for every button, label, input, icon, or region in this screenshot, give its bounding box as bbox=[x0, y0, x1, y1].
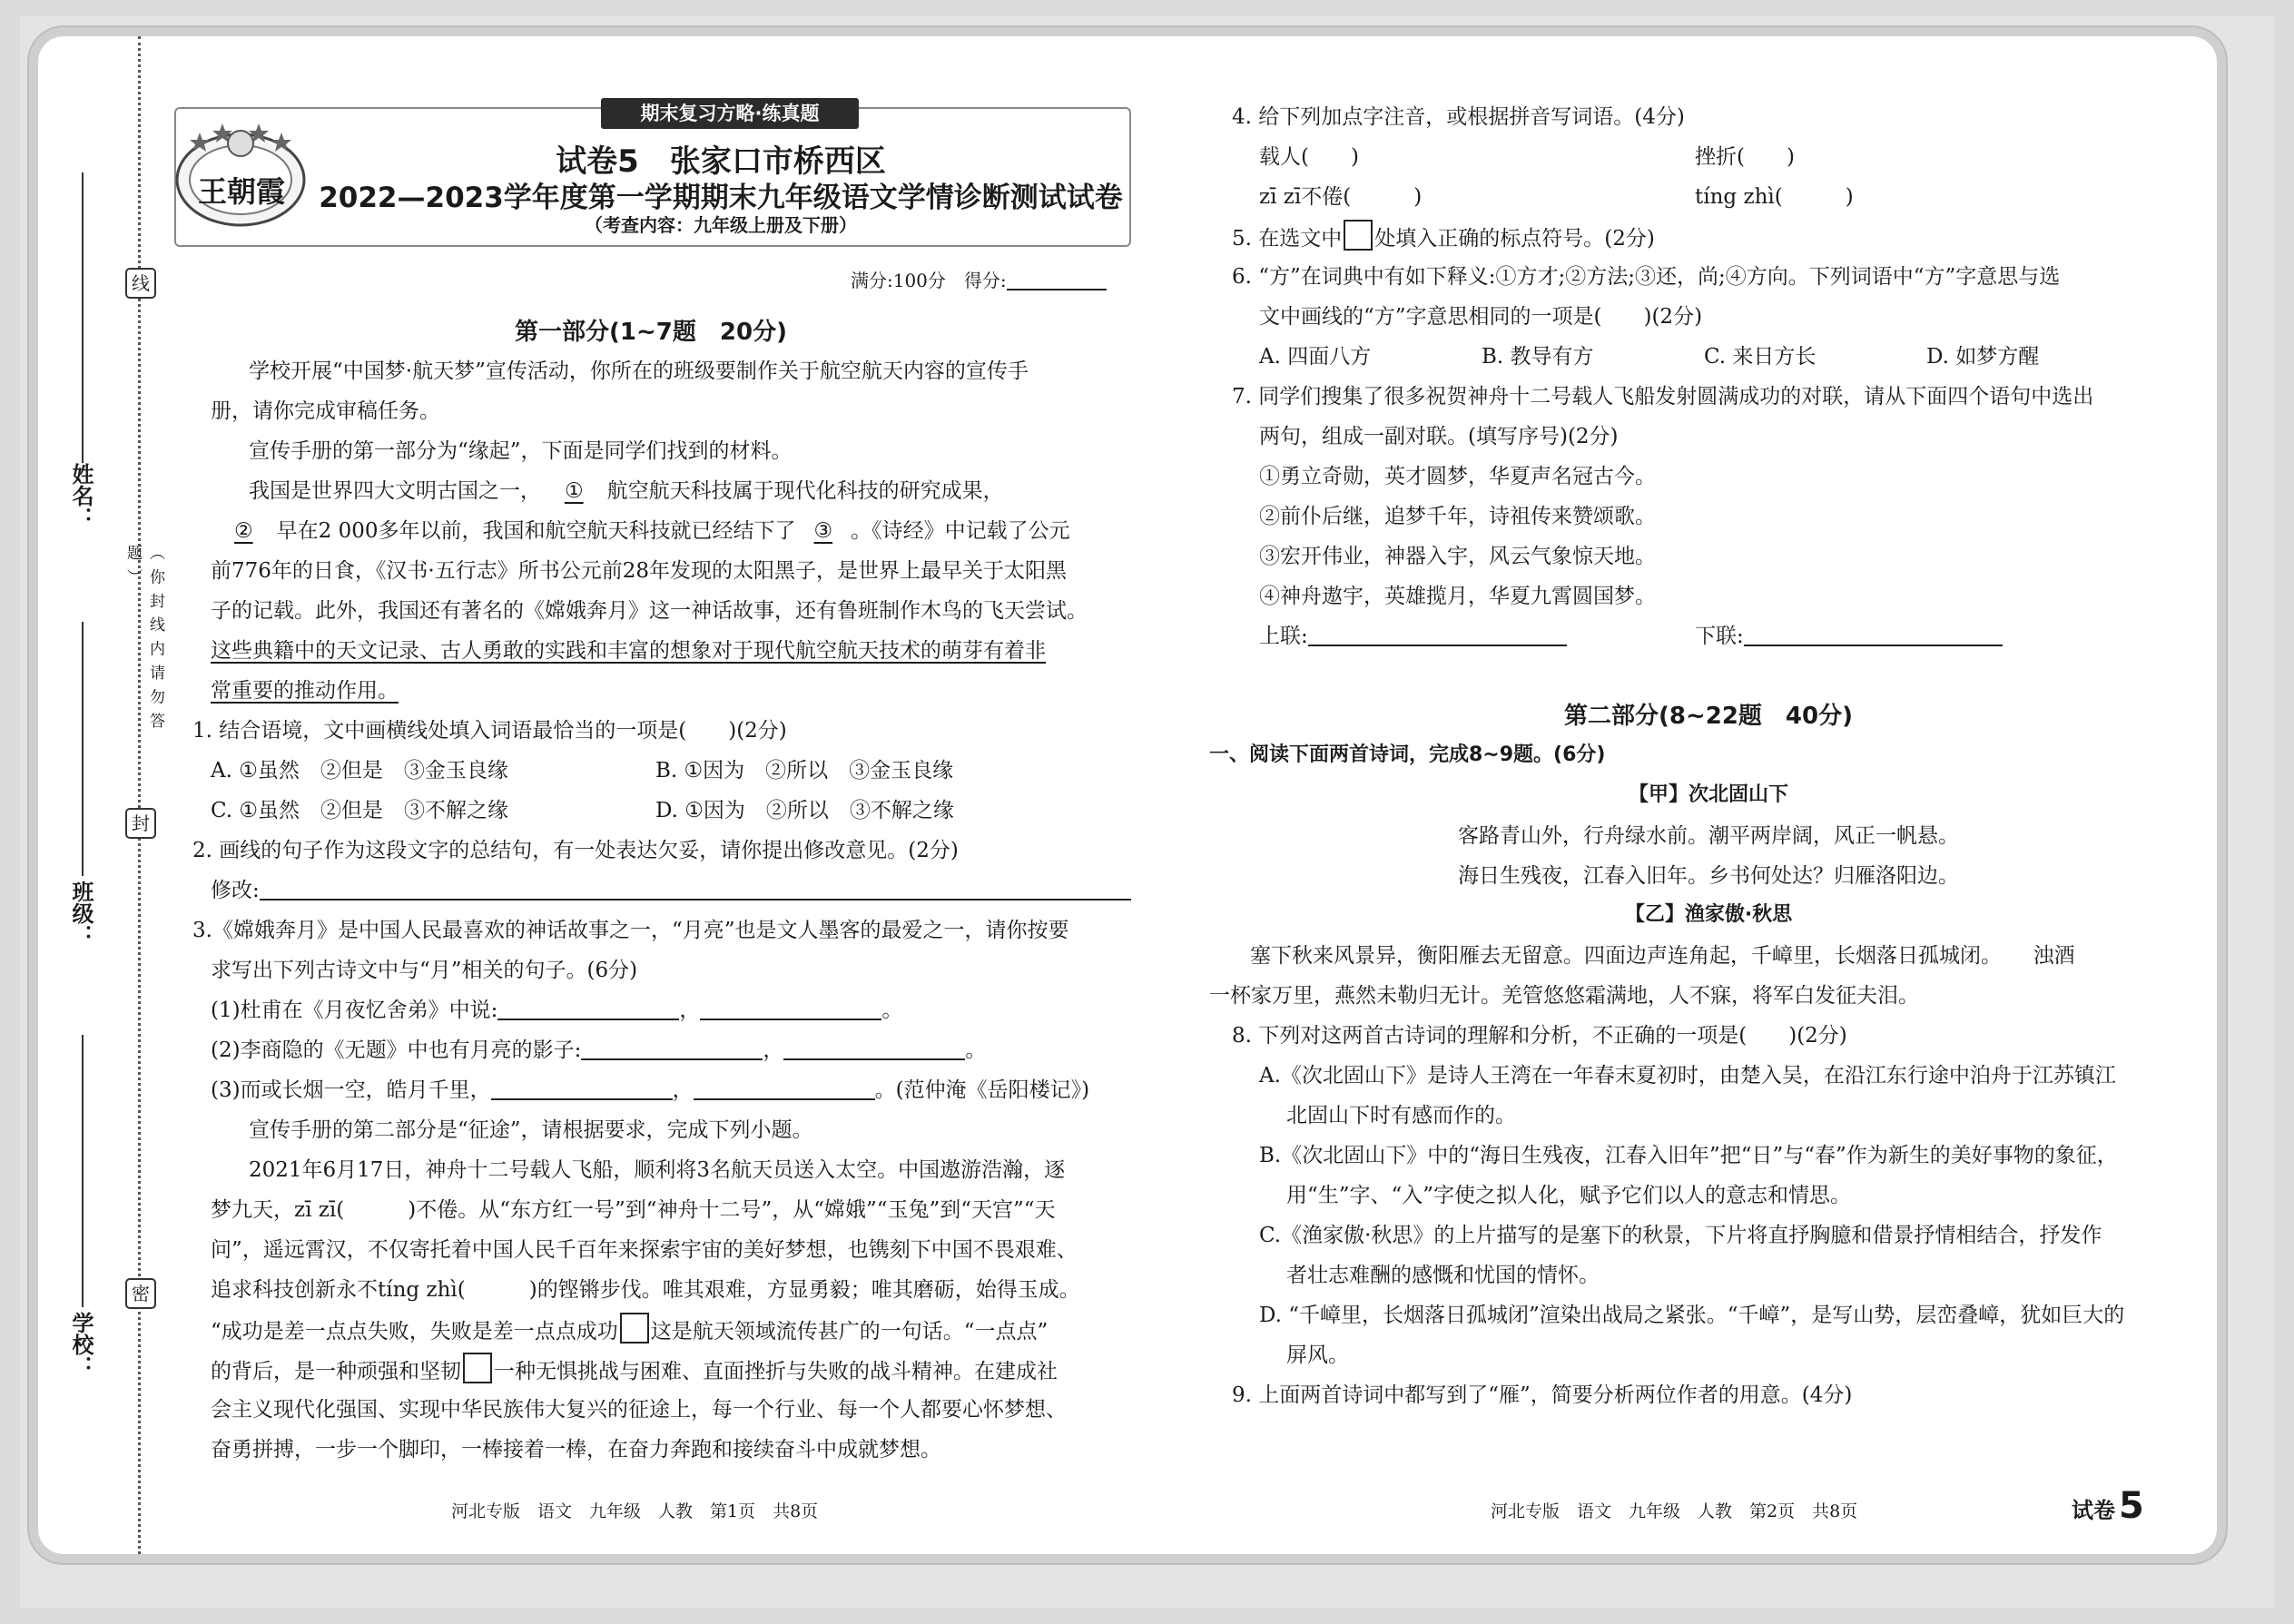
underlined-sentence-end: 常重要的推动作用。 bbox=[211, 679, 399, 703]
reading-line1: 2021年6月17日，神舟十二号载人飞船，顺利将3名航天员送入太空。中国遨游浩瀚，逐 bbox=[249, 1158, 1066, 1182]
q6-option-c[interactable]: C. 来日方长 bbox=[1704, 345, 1816, 369]
banner: 期末复习方略·练真题 bbox=[601, 98, 859, 129]
q3-1-field-b[interactable] bbox=[700, 995, 881, 1020]
question-9: 9. 上面两首诗词中都写到了“雁”，简要分析两位作者的用意。(4分) bbox=[1232, 1383, 1853, 1407]
reading-line6 bbox=[211, 1353, 1058, 1384]
poem-b-line2: 一杯家万里，燕然未勒归无计。羌管悠悠霜满地，人不寐，将军白发征夫泪。 bbox=[1209, 984, 1919, 1008]
part2-intro: 宣传手册的第二部分是“征途”，请根据要求，完成下列小题。 bbox=[249, 1118, 813, 1142]
question-3: 3.《嫦娥奔月》是中国人民最喜欢的神话故事之一，“月亮”也是文人墨客的最爱之一，请你按要 bbox=[192, 919, 1069, 942]
poem-a-line1: 客路青山外，行舟绿水前。潮平两岸阔，风正一帆悬。 bbox=[1458, 824, 1959, 848]
q3-item-2-prompt: (2)李商隐的《无题》中也有月亮的影子: bbox=[211, 1038, 582, 1062]
reading-line2 bbox=[211, 1193, 1056, 1223]
reading-line3: 问”，遥远霄汉，不仅寄托着中国人民千百年来探索宇宙的美好梦想，也镌刻下中国不畏艰难、 bbox=[211, 1238, 1078, 1262]
q1-option-c[interactable]: C. ①虽然 ②但是 ③不解之缘 bbox=[211, 799, 509, 822]
q4-item-a[interactable]: 载人( ) bbox=[1259, 145, 1359, 169]
q7-line-1: ①勇立奇勋，英才圆梦，华夏声名冠古今。 bbox=[1259, 465, 1656, 488]
punctuation-box-1[interactable] bbox=[620, 1313, 649, 1343]
name-field[interactable] bbox=[82, 172, 84, 463]
q8-option-d[interactable]: D. “千嶂里，长烟落日孤城闭”渲染出战局之紧张。“千嶂”，是写山势，层峦叠嶂，犹如巨大的 bbox=[1259, 1304, 2125, 1327]
name-label: 姓名： bbox=[68, 463, 94, 528]
q5-text: 处填入正确的标点符号。(2分) bbox=[1374, 227, 1655, 251]
q7-upper-label: 上联: bbox=[1259, 625, 1308, 648]
school-field[interactable] bbox=[82, 1035, 84, 1307]
q6-option-b[interactable]: B. 教导有方 bbox=[1482, 345, 1594, 369]
reading-text: 的背后，是一种顽强和坚韧 bbox=[211, 1360, 461, 1383]
paper-number-badge bbox=[2072, 1485, 2144, 1527]
intro-p1b: 册，请你完成审稿任务。 bbox=[211, 399, 440, 423]
reading-text: 追求科技创新永不tíng zhì( bbox=[211, 1278, 466, 1302]
question-2: 2. 画线的句子作为这段文字的总结句，有一处表达欠妥，请你提出修改意见。(2分) bbox=[192, 839, 959, 862]
q3-item-3-prompt: (3)而或长烟一空，皓月千里， bbox=[211, 1078, 491, 1102]
q1-option-b[interactable]: B. ①因为 ②所以 ③金玉良缘 bbox=[655, 759, 954, 782]
reading-line8: 奋勇拼搏，一步一个脚印，一棒接着一棒，在奋力奔跑和接续奋斗中成就梦想。 bbox=[211, 1438, 941, 1462]
q4-item-d[interactable]: tíng zhì( ) bbox=[1695, 185, 1854, 209]
q5-text: 5. 在选文中 bbox=[1232, 227, 1343, 251]
page1-footer: 河北专版 语文 九年级 人教 第1页 共8页 bbox=[451, 1501, 819, 1521]
question-4: 4. 给下列加点字注音，或根据拼音写词语。(4分) bbox=[1232, 105, 1685, 129]
reading-line5 bbox=[211, 1313, 1048, 1344]
question-8: 8. 下列对这两首古诗词的理解和分析，不正确的一项是( )(2分) bbox=[1232, 1024, 1847, 1048]
exam-header bbox=[174, 103, 1131, 247]
logo bbox=[172, 116, 309, 230]
reading-text: )的铿锵步伐。唯其艰难，方显勇毅；唯其磨砺，始得玉成。 bbox=[528, 1278, 1080, 1302]
q8-option-b[interactable]: B.《次北固山下》中的“海日生残夜，江春入旧年”把“日”与“春”作为新生的美好事物的象征， bbox=[1259, 1144, 2118, 1167]
q8-option-a[interactable]: A.《次北固山下》是诗人王湾在一年春末夏初时，由楚入吴，在沿江东行途中泊舟于江苏镇江 bbox=[1259, 1064, 2116, 1088]
material-text: 早在2 000多年以前，我国和航空航天科技就已经结下了 bbox=[276, 519, 796, 543]
exam-paper bbox=[38, 36, 2217, 1554]
intro-p1: 学校开展“中国梦·航天梦”宣传活动，你所在的班级要制作关于航空航天内容的宣传手 bbox=[249, 359, 1029, 383]
material-line1 bbox=[249, 474, 1004, 504]
q3-1-field-a[interactable] bbox=[497, 995, 679, 1020]
q1-option-d[interactable]: D. ①因为 ②所以 ③不解之缘 bbox=[655, 799, 954, 822]
q8-option-c-cont: 者壮志难酬的感慨和忧国的情怀。 bbox=[1286, 1264, 1600, 1287]
poem-b-line1: 塞下秋来风景异，衡阳雁去无留意。四面边声连角起，千嶂里，长烟落日孤城闭。 浊酒 bbox=[1250, 944, 2075, 968]
q1-option-a[interactable]: A. ①虽然 ②但是 ③金玉良缘 bbox=[211, 759, 508, 782]
score-label: 满分:100分 得分: bbox=[851, 270, 1007, 291]
exam-scope: （考查内容：九年级上册及下册） bbox=[585, 214, 857, 236]
q3-item-3: (3)而或长烟一空，皓月千里， ， 。(范仲淹《岳阳楼记》) bbox=[211, 1073, 1089, 1103]
blank-3[interactable]: ③ bbox=[813, 519, 833, 543]
poem-b-title: 【乙】渔家傲·秋思 bbox=[1624, 903, 1793, 926]
q7-lower-field[interactable] bbox=[1744, 621, 2003, 646]
underlined-sentence: 这些典籍中的天文记录、古人勇敢的实践和丰富的想象对于现代航空航天技术的萌芽有着非 bbox=[211, 639, 1046, 663]
q3-3-field-a[interactable] bbox=[491, 1075, 673, 1100]
blank-1[interactable]: ① bbox=[565, 479, 584, 503]
q2-answer-line bbox=[211, 873, 1131, 903]
reading-line4 bbox=[211, 1273, 1080, 1303]
no-answer-note: （ 你 封 线 内 请 勿 答 题 ） bbox=[123, 545, 164, 730]
question-5 bbox=[1232, 220, 1655, 251]
q7-lower-couplet bbox=[1695, 619, 2003, 649]
punctuation-box-2[interactable] bbox=[463, 1353, 492, 1383]
page2-footer: 河北专版 语文 九年级 人教 第2页 共8页 bbox=[1491, 1501, 1858, 1521]
q7-upper-couplet bbox=[1259, 619, 1567, 649]
q2-answer-label: 修改: bbox=[211, 879, 260, 902]
logo-text: 王朝霞 bbox=[198, 174, 286, 209]
q3-item-1-prompt: (1)杜甫在《月夜忆舍弟》中说: bbox=[211, 999, 498, 1022]
badge-label: 试卷 bbox=[2072, 1498, 2115, 1523]
reading-text: “成功是差一点点失败，失败是差一点点成功 bbox=[211, 1320, 618, 1343]
material-text: 我国是世界四大文明古国之一， bbox=[249, 479, 541, 503]
score-field[interactable] bbox=[1007, 265, 1107, 290]
blank-2[interactable]: ② bbox=[234, 519, 253, 543]
q6-option-a[interactable]: A. 四面八方 bbox=[1259, 345, 1372, 369]
q7-line-3: ③宏开伟业，神器入宇，风云气象惊天地。 bbox=[1259, 545, 1656, 568]
material-line3: 前776年的日食，《汉书·五行志》所书公元前28年发现的太阳黑子，是世界上最早关于太阳黑 bbox=[211, 559, 1067, 583]
q4-item-c[interactable]: zī zī不倦( ) bbox=[1259, 185, 1423, 209]
q3-3-field-b[interactable] bbox=[694, 1075, 875, 1100]
q7-upper-field[interactable] bbox=[1308, 621, 1567, 646]
badge-number: 5 bbox=[2119, 1485, 2144, 1527]
q8-option-b-cont: 用“生”字、“入”字使之拟人化，赋予它们以人的意志和情思。 bbox=[1286, 1184, 1852, 1207]
q4-item-b[interactable]: 挫折( ) bbox=[1695, 145, 1795, 169]
q3-item-3-source: 。(范仲淹《岳阳楼记》) bbox=[874, 1078, 1090, 1102]
question-1: 1. 结合语境，文中画横线处填入词语最恰当的一项是( )(2分) bbox=[192, 719, 787, 743]
material-line4: 子的记载。此外，我国还有著名的《嫦娥奔月》这一神话故事，还有鲁班制作木鸟的飞天尝试。 bbox=[211, 599, 1088, 623]
reading-text: )不倦。从“东方红一号”到“神舟十二号”，从“嫦娥”“玉兔”到“天宫”“天 bbox=[408, 1198, 1056, 1222]
poem-a-title: 【甲】次北固山下 bbox=[1628, 783, 1788, 806]
material-text: 航空航天科技属于现代化科技的研究成果， bbox=[606, 479, 1004, 503]
part2-heading: 第二部分(8~22题 40分) bbox=[1563, 703, 1853, 730]
binding-mark-xian: 线 bbox=[125, 268, 156, 299]
section-1-heading: 一、阅读下面两首诗词，完成8~9题。(6分) bbox=[1209, 743, 1606, 766]
exam-title: 试卷5 张家口市桥西区 bbox=[556, 143, 886, 180]
q3-item-1: (1)杜甫在《月夜忆舍弟》中说: ， 。 bbox=[211, 993, 902, 1023]
question-3b: 求写出下列古诗文中与“月”相关的句子。(6分) bbox=[211, 959, 638, 982]
q3-item-2: (2)李商隐的《无题》中也有月亮的影子: ， 。 bbox=[211, 1033, 986, 1063]
question-6b: 文中画线的“方”字意思相同的一项是( )(2分) bbox=[1259, 305, 1703, 329]
question-7: 7. 同学们搜集了很多祝贺神舟十二号载人飞船发射圆满成功的对联，请从下面四个语句中选出 bbox=[1232, 385, 2094, 408]
binding-mark-feng: 封 bbox=[125, 808, 156, 839]
reading-line7: 会主义现代化强国、实现中华民族伟大复兴的征途上，每一个行业、每一个人都要心怀梦想、 bbox=[211, 1398, 1067, 1422]
binding-line bbox=[138, 36, 141, 1554]
q7-line-2: ②前仆后继，追梦千年，诗祖传来赞颂歌。 bbox=[1259, 505, 1656, 528]
question-7b: 两句，组成一副对联。(填写序号)(2分) bbox=[1259, 425, 1619, 448]
exam-subtitle: 2022—2023学年度第一学期期末九年级语文学情诊断测试试卷 bbox=[319, 182, 1123, 214]
intro-p2: 宣传手册的第一部分为“缘起”，下面是同学们找到的材料。 bbox=[249, 439, 793, 463]
part1-heading: 第一部分(1~7题 20分) bbox=[515, 319, 787, 346]
class-field[interactable] bbox=[82, 622, 84, 876]
q5-box-icon bbox=[1344, 220, 1373, 251]
poem-a-line2: 海日生残夜，江春入旧年。乡书何处达？归雁洛阳边。 bbox=[1458, 864, 1959, 888]
q6-option-d[interactable]: D. 如梦方醒 bbox=[1926, 345, 2040, 369]
q3-2-field-a[interactable] bbox=[581, 1035, 763, 1060]
reading-text: 一种无惧挑战与困难、直面挫折与失败的战斗精神。在建成社 bbox=[494, 1360, 1058, 1383]
q7-line-4: ④神舟遨宇，英雄揽月，华夏九霄圆国梦。 bbox=[1259, 585, 1656, 608]
score-line bbox=[851, 265, 1107, 292]
q7-lower-label: 下联: bbox=[1695, 625, 1744, 648]
q8-option-c[interactable]: C.《渔家傲·秋思》的上片描写的是塞下的秋景，下片将直抒胸臆和借景抒情相结合，抒发作 bbox=[1259, 1224, 2102, 1247]
class-label: 班级： bbox=[68, 881, 94, 946]
material-text: 。《诗经》中记载了公元 bbox=[851, 519, 1070, 543]
q8-option-a-cont: 北固山下时有感而作的。 bbox=[1286, 1104, 1516, 1127]
school-label: 学校： bbox=[68, 1312, 94, 1377]
reading-text: 梦九天，zī zī( bbox=[211, 1198, 345, 1222]
material-line2 bbox=[211, 514, 1070, 544]
question-6: 6. “方”在词典中有如下释义:①方才;②方法;③还，尚;④方向。下列词语中“方”字意思与选 bbox=[1232, 265, 2061, 289]
q3-2-field-b[interactable] bbox=[783, 1035, 965, 1060]
q2-answer-field[interactable] bbox=[260, 875, 1131, 901]
reading-text: 这是航天领域流传甚广的一句话。“一点点” bbox=[650, 1320, 1049, 1343]
q8-option-d-cont: 屏风。 bbox=[1286, 1343, 1349, 1367]
binding-mark-mi: 密 bbox=[125, 1278, 156, 1309]
